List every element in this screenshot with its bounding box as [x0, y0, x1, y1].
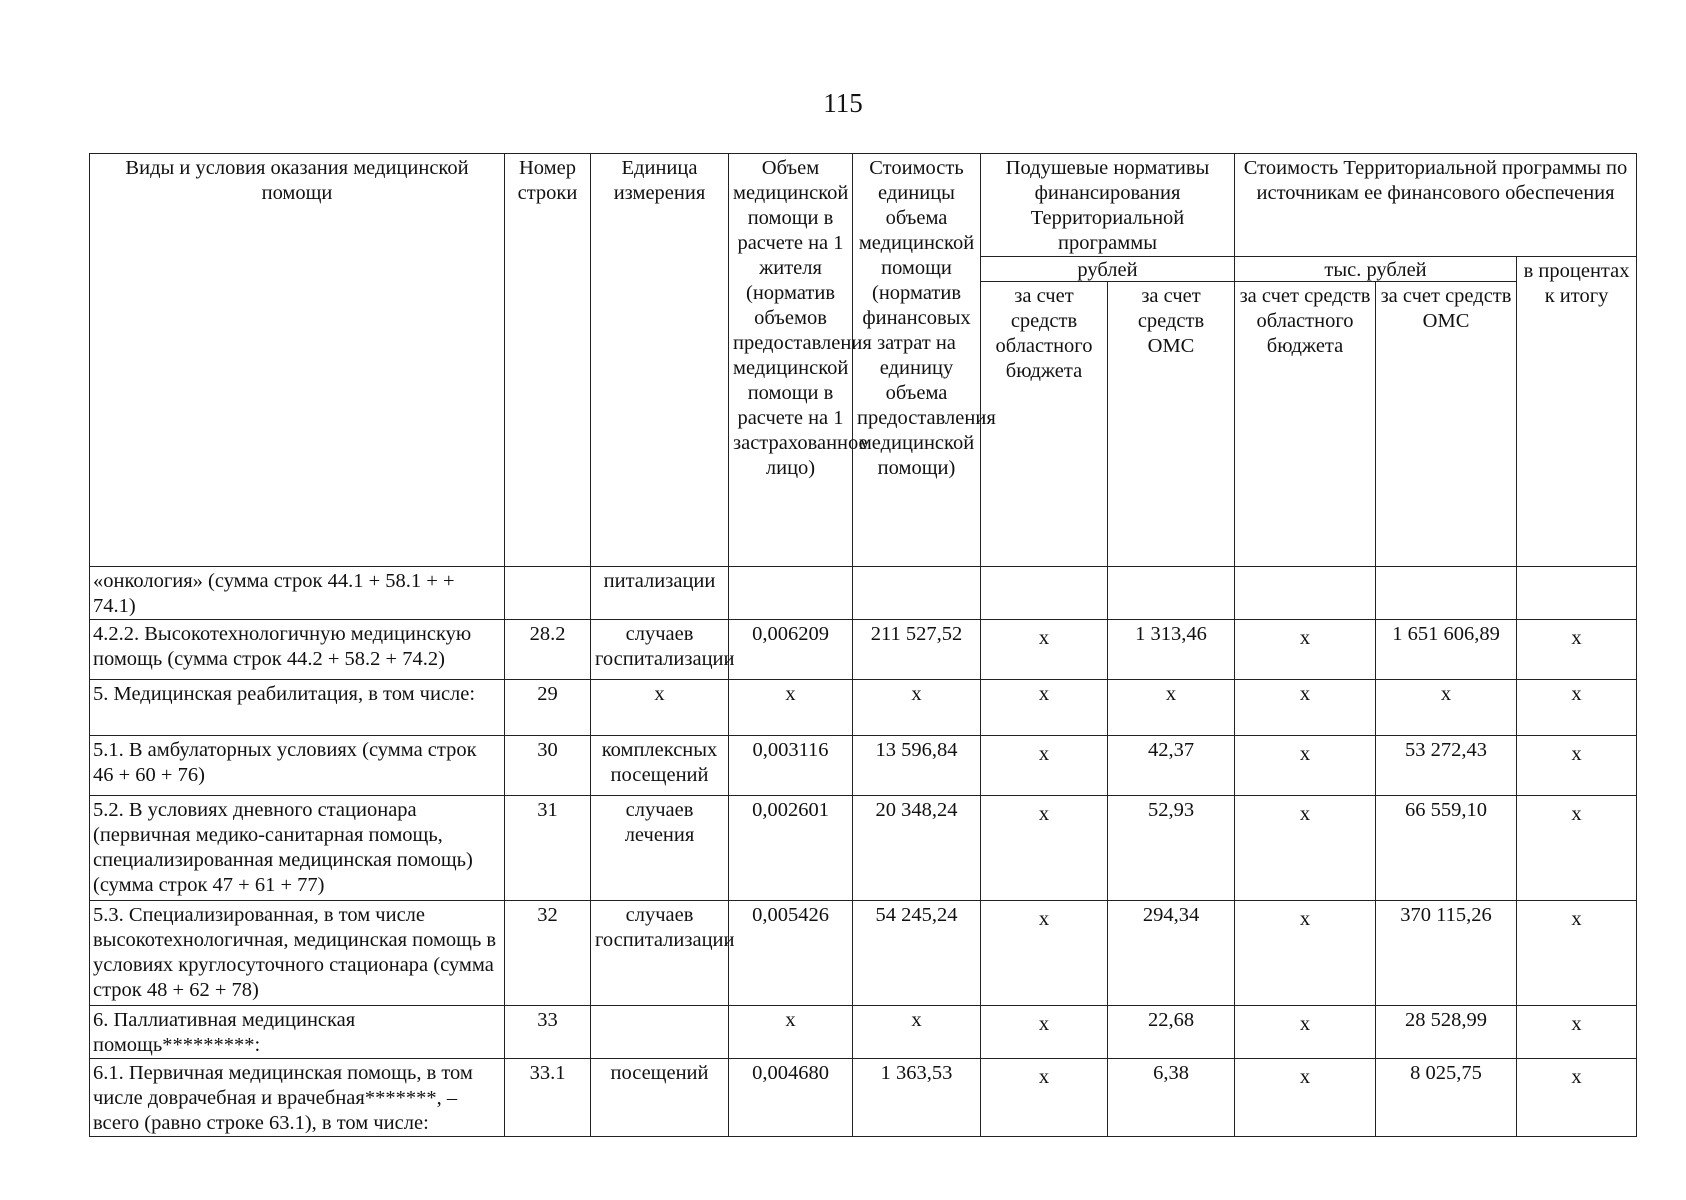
header-cost-sources-group: Стоимость Территориальной программы по источникам ее финансового обеспечения: [1235, 154, 1637, 257]
row-number: 29: [505, 680, 591, 736]
row-name: 5.3. Специализированная, в том числе высокотехнологичная, медицинская помощь в условиях круглосуточного стационара (сумма строк 48 + 62 + 78): [90, 901, 505, 1006]
row-tc-oms: х: [1376, 680, 1517, 736]
row-name: «онкология» (сумма строк 44.1 + 58.1 + + 74.1): [90, 567, 505, 620]
row-cost: х: [853, 1006, 981, 1059]
row-volume: х: [729, 680, 853, 736]
table-row: [90, 901, 1637, 1006]
row-volume: 0,006209: [729, 620, 853, 680]
table-row: [90, 796, 1637, 901]
header-row-number: Номер строки: [505, 154, 591, 567]
row-number: 32: [505, 901, 591, 1006]
row-pc-oms: 42,37: [1108, 736, 1235, 796]
row-unit: случаев госпитализации: [591, 901, 729, 1006]
table-row: [90, 680, 1637, 736]
row-pc-oms: [1108, 567, 1235, 620]
row-number: 31: [505, 796, 591, 901]
row-volume: [729, 567, 853, 620]
row-tc-budget: х: [1235, 796, 1376, 901]
row-cost: 20 348,24: [853, 796, 981, 901]
table-header: [90, 154, 1637, 567]
header-regional-budget-2: за счет средств областного бюджета: [1235, 282, 1376, 567]
row-unit: комплексных посещений: [591, 736, 729, 796]
row-volume: 0,004680: [729, 1059, 853, 1137]
row-tc-oms: 28 528,99: [1376, 1006, 1517, 1059]
row-number: 33.1: [505, 1059, 591, 1137]
table-row: [90, 1059, 1637, 1137]
table-row: [90, 736, 1637, 796]
table-row: [90, 1006, 1637, 1059]
row-percent: х: [1517, 620, 1637, 680]
row-volume: 0,002601: [729, 796, 853, 901]
header-per-capita-group: Подушевые нормативы финансирования Территориальной программы: [981, 154, 1235, 257]
header-cost: Стоимость единицы объема медицинской помощи (норматив финансовых затрат на единицу объема предоставления медицинской помощи): [853, 154, 981, 567]
table-row: [90, 567, 1637, 620]
row-unit: х: [591, 680, 729, 736]
row-pc-budget: х: [981, 1006, 1108, 1059]
row-tc-oms: 370 115,26: [1376, 901, 1517, 1006]
row-unit: посещений: [591, 1059, 729, 1137]
row-tc-budget: х: [1235, 620, 1376, 680]
row-name: 5.1. В амбулаторных условиях (сумма строк 46 + 60 + 76): [90, 736, 505, 796]
row-unit: случаев лечения: [591, 796, 729, 901]
header-unit: Единица измерения: [591, 154, 729, 567]
row-tc-oms: 1 651 606,89: [1376, 620, 1517, 680]
row-cost: х: [853, 680, 981, 736]
row-pc-budget: х: [981, 1059, 1108, 1137]
row-pc-budget: х: [981, 901, 1108, 1006]
row-name: 6.1. Первичная медицинская помощь, в том числе доврачебная и врачебная*******, – всего (равно строке 63.1), в том числе:: [90, 1059, 505, 1137]
row-pc-oms: х: [1108, 680, 1235, 736]
row-pc-oms: 22,68: [1108, 1006, 1235, 1059]
page-number: 115: [823, 88, 863, 118]
header-percent: в процентах к итогу: [1517, 257, 1637, 567]
row-number: [505, 567, 591, 620]
row-tc-budget: х: [1235, 1006, 1376, 1059]
row-unit: питализации: [591, 567, 729, 620]
row-percent: х: [1517, 1006, 1637, 1059]
row-pc-oms: 52,93: [1108, 796, 1235, 901]
row-tc-oms: 8 025,75: [1376, 1059, 1517, 1137]
row-tc-budget: х: [1235, 736, 1376, 796]
row-tc-budget: [1235, 567, 1376, 620]
header-volume: Объем медицинской помощи в расчете на 1 жителя (норматив объемов предоставления медицинской помощи в расчете на 1 застрахованное лицо): [729, 154, 853, 567]
row-number: 30: [505, 736, 591, 796]
row-number: 28.2: [505, 620, 591, 680]
row-name: 6. Паллиативная медицинская помощь*********:: [90, 1006, 505, 1059]
row-percent: х: [1517, 1059, 1637, 1137]
row-pc-budget: х: [981, 620, 1108, 680]
row-percent: х: [1517, 901, 1637, 1006]
row-percent: х: [1517, 796, 1637, 901]
row-name: 5. Медицинская реабилитация, в том числе:: [90, 680, 505, 736]
row-number: 33: [505, 1006, 591, 1059]
program-cost-table: [89, 153, 1637, 1137]
table-body: [90, 567, 1637, 1137]
row-volume: 0,003116: [729, 736, 853, 796]
row-pc-budget: х: [981, 736, 1108, 796]
row-tc-oms: 53 272,43: [1376, 736, 1517, 796]
header-regional-budget: за счет средств областного бюджета: [981, 282, 1108, 567]
row-unit: [591, 1006, 729, 1059]
row-percent: [1517, 567, 1637, 620]
row-cost: 211 527,52: [853, 620, 981, 680]
row-pc-budget: [981, 567, 1108, 620]
header-oms-funds: за счет средств ОМС: [1108, 282, 1235, 567]
row-pc-oms: 294,34: [1108, 901, 1235, 1006]
row-tc-oms: 66 559,10: [1376, 796, 1517, 901]
row-tc-budget: х: [1235, 901, 1376, 1006]
row-name: 4.2.2. Высокотехнологичную медицинскую помощь (сумма строк 44.2 + 58.2 + 74.2): [90, 620, 505, 680]
row-unit: случаев госпитализации: [591, 620, 729, 680]
row-volume: 0,005426: [729, 901, 853, 1006]
row-percent: х: [1517, 736, 1637, 796]
header-rub: рублей: [981, 257, 1235, 282]
row-pc-oms: 6,38: [1108, 1059, 1235, 1137]
row-pc-budget: х: [981, 796, 1108, 901]
row-pc-oms: 1 313,46: [1108, 620, 1235, 680]
row-tc-budget: х: [1235, 1059, 1376, 1137]
row-cost: 54 245,24: [853, 901, 981, 1006]
header-thous-rub: тыс. рублей: [1235, 257, 1517, 282]
row-percent: х: [1517, 680, 1637, 736]
row-volume: х: [729, 1006, 853, 1059]
table-row: [90, 620, 1637, 680]
header-oms-funds-2: за счет средств ОМС: [1376, 282, 1517, 567]
row-cost: [853, 567, 981, 620]
row-name: 5.2. В условиях дневного стационара (первичная медико-санитарная помощь, специализированная медицинская помощь) (сумма строк 47 + 61 + 77): [90, 796, 505, 901]
row-tc-budget: х: [1235, 680, 1376, 736]
row-cost: 1 363,53: [853, 1059, 981, 1137]
header-types: Виды и условия оказания медицинской помощи: [90, 154, 505, 567]
row-tc-oms: [1376, 567, 1517, 620]
row-pc-budget: х: [981, 680, 1108, 736]
row-cost: 13 596,84: [853, 736, 981, 796]
